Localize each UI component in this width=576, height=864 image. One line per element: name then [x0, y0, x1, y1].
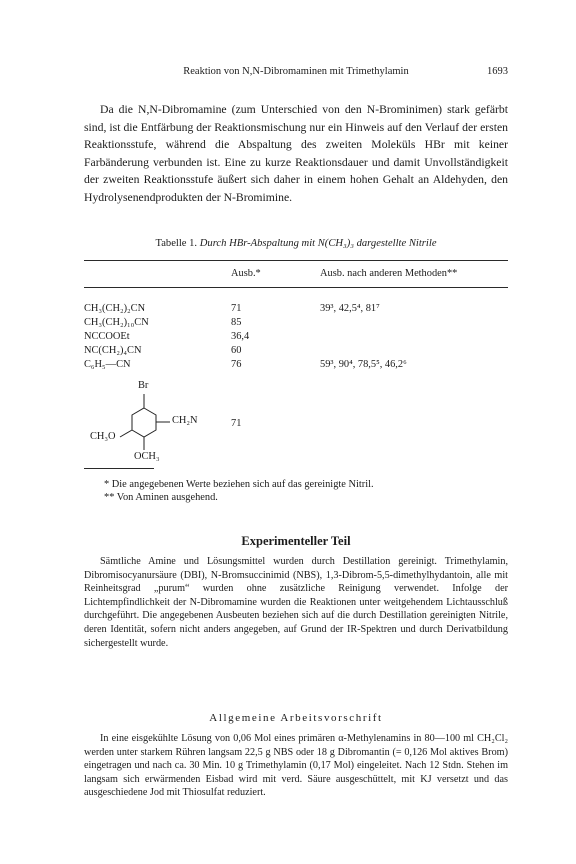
table-top-rule [84, 260, 508, 261]
benzene-ring-structure [110, 380, 230, 470]
row-1-other: 39³, 42,5⁴, 81⁷ [320, 303, 380, 314]
row-2-compound: CH₃(CH₂)₁₀CN [84, 317, 149, 328]
och3-label: OCH₃ [134, 451, 160, 462]
structure-yield: 71 [231, 418, 242, 429]
procedure-paragraph: In eine eisgekühlte Lösung von 0,06 Mol eines primären α-Methylenamins in 80—100 ml CH₂Cl₂ werden unter starkem Rühren langsam 22,5 g NBS oder 18 g Dibromantin (= 0,126 Mol aktives Brom) eingetragen und nach ca. 30 Min. 10 g Trimethylamin (0,17 Mol) eingeleitet. Nach 12 Stdn. Stehen im langsam sich erwärmenden Eisbad wird mit verd. Säure ausgeschüttelt, mit KJ versetzt und das ausgeschiedene Jod mit Thiosulfat reduziert. [84, 733, 508, 799]
ch3o-label: CH₃O [90, 431, 116, 442]
row-1-compound: CH₃(CH₂)₂CN [84, 303, 146, 314]
row-3-compound: NCCOOEt [84, 331, 130, 342]
table-header-rule [84, 287, 508, 288]
row-2-yield: 85 [231, 317, 242, 328]
section-title: Experimenteller Teil [241, 534, 351, 548]
page-number: 1693 [487, 66, 508, 77]
table-caption-prefix: Tabelle 1. [155, 238, 198, 249]
bromo-label: Br [138, 380, 149, 391]
column-header-other-methods: Ausb. nach anderen Methoden** [320, 268, 458, 279]
table-caption-title: Durch HBr-Abspaltung mit N(CH₃)₃ dargestellte Nitrile [199, 238, 437, 249]
column-header-yield: Ausb.* [231, 268, 261, 279]
row-5-yield: 76 [231, 359, 242, 370]
row-4-yield: 60 [231, 345, 242, 356]
subheading: Allgemeine Arbeitsvorschrift [209, 712, 383, 724]
footnote-2: ** Von Aminen ausgehend. [104, 492, 218, 503]
row-5-compound: C₆H₅—CN [84, 359, 131, 370]
row-5-other: 59³, 90⁴, 78,5⁵, 46,2⁶ [320, 359, 407, 370]
row-4-compound: NC(CH₂)₄CN [84, 345, 142, 356]
footnote-1: * Die angegebenen Werte beziehen sich auf das gereinigte Nitril. [104, 479, 374, 490]
experimental-paragraph: Sämtliche Amine und Lösungsmittel wurden durch Destillation gereinigt. Trimethylamin, Dibromisocyanursäure (DBI), N-Bromsuccinimid (NBS), 1,3-Dibrom-5,5-dimethylhydantoin, alle mit Reinheitsgrad „purum“ wurden ohne zusätzliche Reinigung verwendet. Infolge der Lichtempfindlichkeit der N-Dibromamine wurden die Reaktionen unter weitgehendem Lichtausschluß durchgeführt. Die angegebenen Ausbeuten beziehen sich auf die durch Destillation gereinigten Nitrile, deren Identität, sofern nicht anders angegeben, auf Grund der IR-Spektren und durch Derivatbildung sichergestellt wurde. [84, 556, 508, 649]
ch2n-label: CH₂N [172, 415, 198, 426]
row-3-yield: 36,4 [231, 331, 250, 342]
running-title: Reaktion von N,N-Dibromaminen mit Trimethylamin [183, 66, 409, 77]
intro-paragraph: Da die N,N-Dibromamine (zum Unterschied von den N-Brominimen) stark gefärbt sind, ist die Entfärbung der Reaktionsmischung nur ein Hinweis auf den Verlauf der ersten Reaktionsstufe, während die Abspaltung des zweiten Moleküls HBr mit keiner Farbänderung verbunden ist. Eine zu kurze Reaktionsdauer und damit Unvollständigkeit der zweiten Reaktionsstufe äußert sich daher in einem hohen Gehalt an Aldehyden, den Hydrolysenendprodukten der N-Bromimine. [84, 103, 508, 204]
row-1-yield: 71 [231, 303, 242, 314]
table-caption [84, 238, 508, 249]
footnote-rule [84, 468, 154, 469]
